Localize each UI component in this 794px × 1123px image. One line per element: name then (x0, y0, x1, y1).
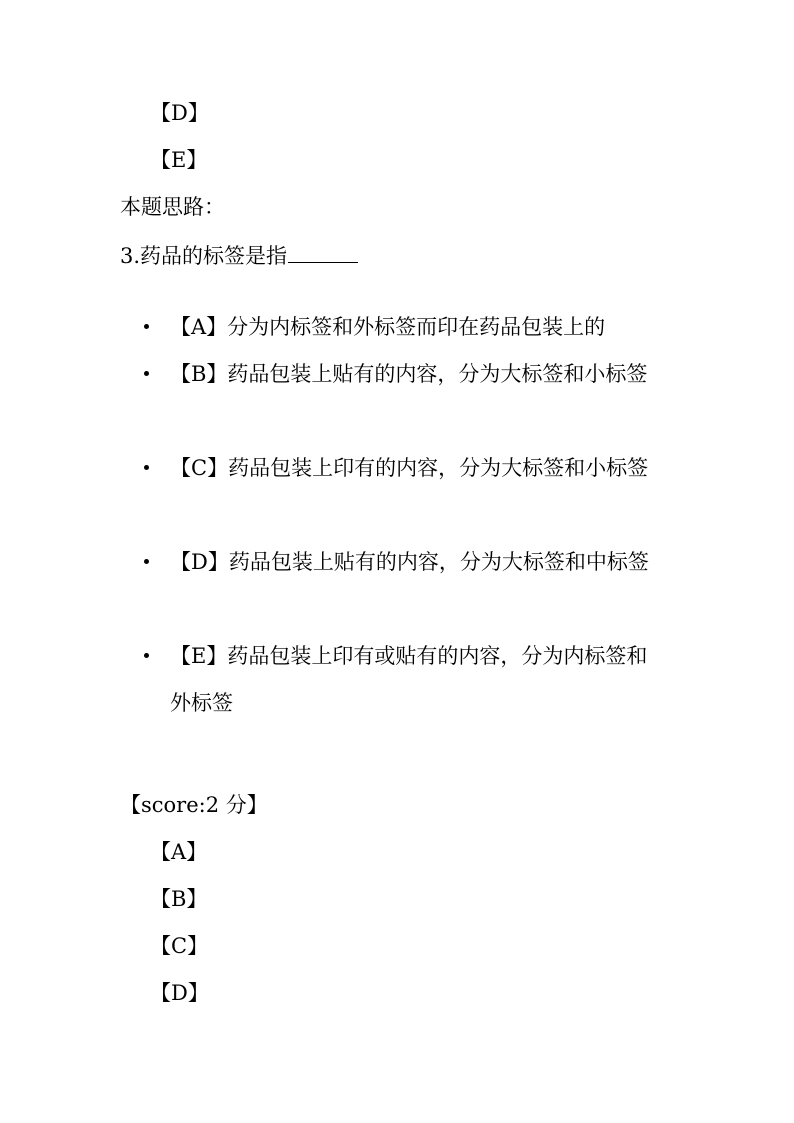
answer-option-d[interactable]: 【D】 (150, 981, 209, 1005)
score-label: 【score:2 分】 (120, 793, 268, 817)
choice-d-text: 【D】药品包装上贴有的内容，分为大标签和中标签 (170, 550, 649, 574)
answer-option-c[interactable]: 【C】 (150, 934, 209, 958)
choice-c-text: 【C】药品包装上印有的内容，分为大标签和小标签 (170, 456, 649, 480)
answer-option-b[interactable]: 【B】 (150, 887, 208, 911)
choice-b-text: 【B】药品包装上贴有的内容，分为大标签和小标签 (170, 362, 648, 386)
choice-e-text: 【E】药品包装上印有或贴有的内容，分为内标签和外标签 (170, 644, 648, 715)
bullet-icon (144, 559, 149, 564)
answer-option-a[interactable]: 【A】 (150, 840, 208, 864)
analysis-label: 本题思路： (120, 195, 225, 219)
prev-option-d[interactable]: 【D】 (150, 101, 209, 125)
bullet-icon (144, 324, 149, 329)
question-text: 3.药品的标签是指 (120, 244, 288, 268)
bullet-icon (144, 653, 149, 658)
choice-a-text: 【A】分为内标签和外标签而印在药品包装上的 (170, 315, 606, 339)
bullet-icon (144, 465, 149, 470)
bullet-icon (144, 371, 149, 376)
prev-option-e[interactable]: 【E】 (150, 148, 208, 172)
